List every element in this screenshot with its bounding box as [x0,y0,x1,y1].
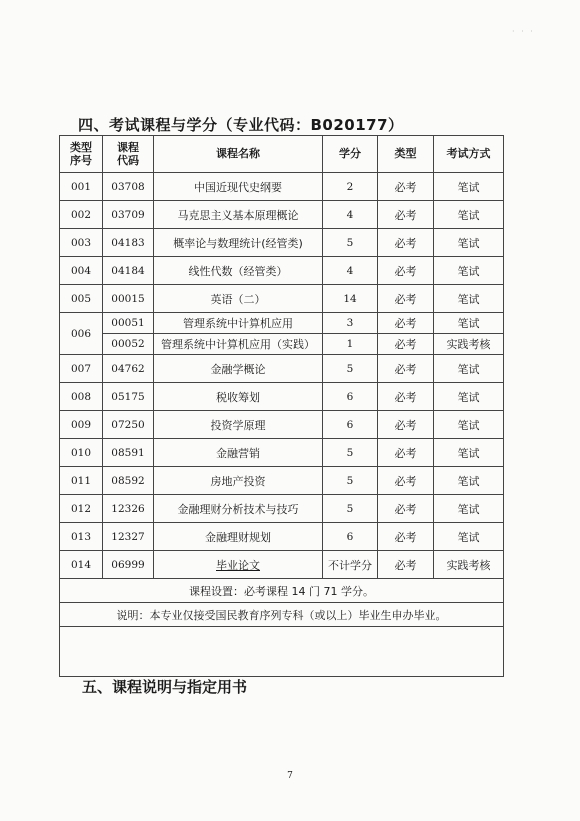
row-exam-method: 笔试 [434,201,504,229]
table-row [60,229,504,257]
row-code: 03708 [103,173,154,201]
row-credits: 6 [323,523,378,551]
row-category: 必考 [378,334,434,355]
course-setting-row [60,579,504,603]
row-course-name: 税收筹划 [154,383,323,411]
row-credits: 5 [323,467,378,495]
row-no: 007 [60,355,103,383]
row-course-name: 中国近现代史纲要 [154,173,323,201]
row-category: 必考 [378,285,434,313]
row-code: 03709 [103,201,154,229]
row-course-name: 金融理财规划 [154,523,323,551]
table-row [60,334,504,355]
row-code: 04762 [103,355,154,383]
table-row [60,411,504,439]
table-header-row [60,136,504,173]
row-course-name: 马克思主义基本原理概论 [154,201,323,229]
row-exam-method: 笔试 [434,285,504,313]
table-row [60,313,504,334]
table-row [60,523,504,551]
table-row [60,495,504,523]
row-credits: 4 [323,257,378,285]
row-course-name: 金融理财分析技术与技巧 [154,495,323,523]
row-credits: 6 [323,383,378,411]
section-5-title: 五、课程说明与指定用书 [82,678,248,696]
row-exam-method: 笔试 [434,411,504,439]
row-credits: 5 [323,495,378,523]
header-course-code [103,136,154,173]
row-credits: 2 [323,173,378,201]
row-exam-method: 笔试 [434,355,504,383]
row-course-name [154,551,323,579]
row-code: 00051 [103,313,154,334]
table-row [60,551,504,579]
row-category: 必考 [378,439,434,467]
header-credits: 学分 [323,136,378,173]
row-exam-method: 笔试 [434,383,504,411]
header-exam-method: 考试方式 [434,136,504,173]
row-course-name: 英语（二） [154,285,323,313]
row-course-name: 管理系统中计算机应用（实践） [154,334,323,355]
row-exam-method: 实践考核 [434,334,504,355]
table-row [60,355,504,383]
row-no-merged: 006 [60,313,103,355]
row-code: 06999 [103,551,154,579]
row-no: 004 [60,257,103,285]
row-exam-method: 笔试 [434,173,504,201]
row-code: 08591 [103,439,154,467]
row-credits: 3 [323,313,378,334]
row-code: 04184 [103,257,154,285]
row-category: 必考 [378,229,434,257]
table-row [60,439,504,467]
header-type-no-line2: 序号 [70,154,92,167]
header-course-code-line2: 代码 [117,154,139,167]
row-no: 003 [60,229,103,257]
row-exam-method: 实践考核 [434,551,504,579]
row-exam-method: 笔试 [434,523,504,551]
table-row [60,257,504,285]
row-no: 013 [60,523,103,551]
row-category: 必考 [378,173,434,201]
row-category: 必考 [378,383,434,411]
blank-row [60,627,504,677]
row-category: 必考 [378,355,434,383]
section-4-title: 四、考试课程与学分（专业代码：B020177） [78,116,404,134]
course-table [59,135,504,677]
table-row [60,173,504,201]
row-no: 012 [60,495,103,523]
scan-corner-mark: · · · [512,27,535,36]
row-no: 011 [60,467,103,495]
row-code: 00015 [103,285,154,313]
row-no: 009 [60,411,103,439]
row-no: 008 [60,383,103,411]
row-credits: 不计学分 [323,551,378,579]
blank-area [60,627,504,677]
header-course-name: 课程名称 [154,136,323,173]
row-credits: 1 [323,334,378,355]
page-number: 7 [287,771,293,781]
row-code: 08592 [103,467,154,495]
table-row [60,467,504,495]
row-exam-method: 笔试 [434,229,504,257]
row-category: 必考 [378,495,434,523]
row-code: 12326 [103,495,154,523]
table-row [60,383,504,411]
row-code: 07250 [103,411,154,439]
row-course-name: 线性代数（经管类） [154,257,323,285]
table-row [60,285,504,313]
row-no: 001 [60,173,103,201]
row-credits: 14 [323,285,378,313]
row-no: 002 [60,201,103,229]
row-category: 必考 [378,313,434,334]
row-no: 005 [60,285,103,313]
row-course-name: 房地产投资 [154,467,323,495]
row-course-name: 投资学原理 [154,411,323,439]
table-row [60,201,504,229]
row-no: 014 [60,551,103,579]
course-setting-text: 课程设置：必考课程 14 门 71 学分。 [60,579,504,603]
row-category: 必考 [378,467,434,495]
row-credits: 5 [323,439,378,467]
row-exam-method: 笔试 [434,313,504,334]
row-code: 05175 [103,383,154,411]
row-course-name: 概率论与数理统计(经管类) [154,229,323,257]
thesis-course-name: 毕业论文 [216,558,260,572]
row-code: 00052 [103,334,154,355]
row-course-name: 金融营销 [154,439,323,467]
row-code: 04183 [103,229,154,257]
row-course-name: 金融学概论 [154,355,323,383]
header-type-no [60,136,103,173]
row-exam-method: 笔试 [434,495,504,523]
header-course-code-line1: 课程 [117,141,139,154]
row-credits: 4 [323,201,378,229]
row-category: 必考 [378,523,434,551]
row-category: 必考 [378,257,434,285]
row-exam-method: 笔试 [434,467,504,495]
row-credits: 5 [323,229,378,257]
row-exam-method: 笔试 [434,257,504,285]
row-no: 010 [60,439,103,467]
row-course-name: 管理系统中计算机应用 [154,313,323,334]
row-category: 必考 [378,201,434,229]
row-code: 12327 [103,523,154,551]
row-exam-method: 笔试 [434,439,504,467]
row-credits: 6 [323,411,378,439]
row-category: 必考 [378,551,434,579]
header-category: 类型 [378,136,434,173]
note-row [60,603,504,627]
header-type-no-line1: 类型 [70,141,92,154]
note-text: 说明：本专业仅接受国民教育序列专科（或以上）毕业生申办毕业。 [60,603,504,627]
row-credits: 5 [323,355,378,383]
row-category: 必考 [378,411,434,439]
